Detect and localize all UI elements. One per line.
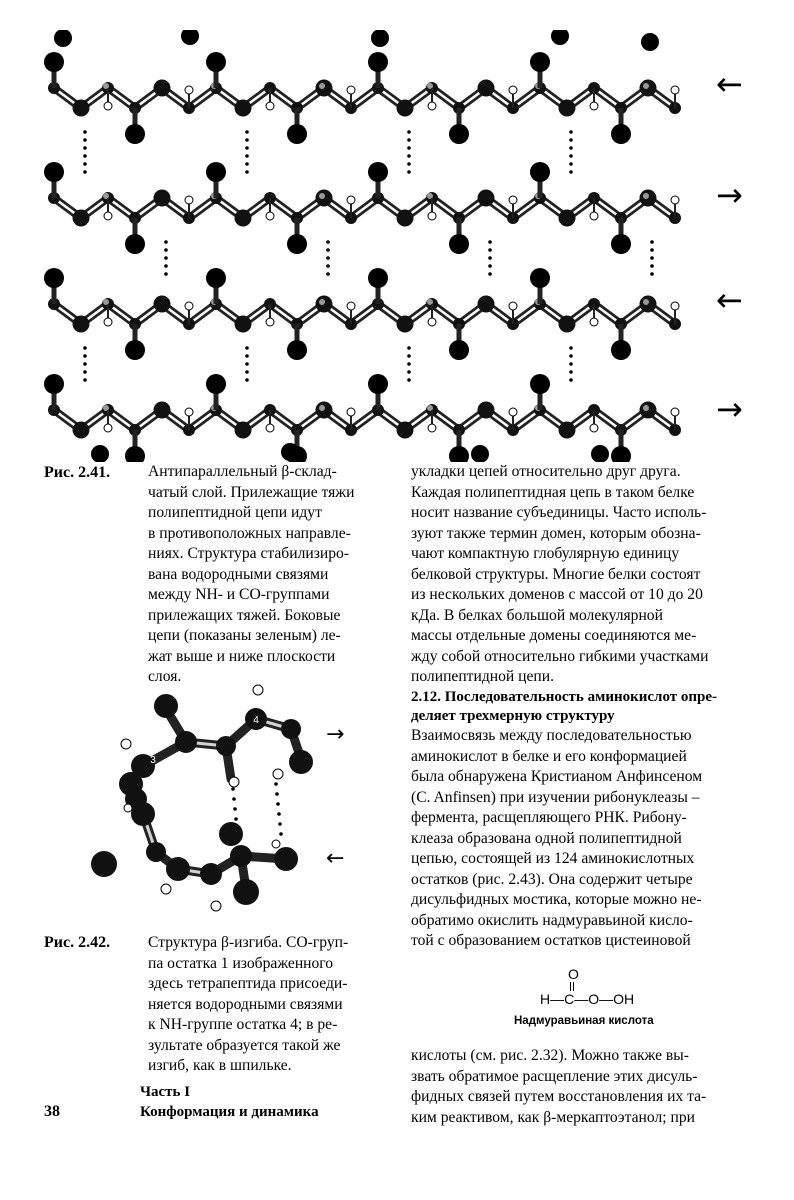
residue-label-3: 3: [150, 755, 156, 766]
paragraph-subunits: [411, 462, 763, 688]
caption-line: вана водородными связями: [148, 565, 329, 583]
running-footer-part: Часть I: [140, 1084, 191, 1100]
page-number: 38: [44, 1103, 60, 1120]
caption-line: полипептидной цепи идут: [148, 504, 322, 521]
section-heading-2-12: [411, 688, 763, 726]
text-line: дисульфидных мостика, которые можно не-: [411, 891, 702, 908]
caption-line: Структура β-изгиба. CO-груп-: [148, 934, 349, 951]
text-line: была обнаружена Кристианом Анфинсеном: [411, 768, 703, 785]
text-line: клеаза образована одной полипептидной: [411, 829, 682, 847]
text-line: цепью, состоящей из 124 аминокислотных: [411, 850, 695, 867]
figure-2-41-caption: [148, 462, 390, 688]
text-line: зуют также термин домен, которым обозна-: [411, 524, 701, 542]
caption-line: чатый слой. Прилежащие тяжи: [148, 483, 355, 501]
figure-2-42-label: Рис. 2.42.: [44, 934, 111, 951]
heading-line: деляет трехмерную структуру: [411, 708, 615, 724]
text-line: обратимо окислить надмуравьиной кисло-: [411, 911, 693, 929]
residue-label-4: 4: [253, 715, 259, 726]
text-line: носит название субъединицы. Часто исполь-: [411, 504, 707, 521]
caption-line: ниях. Структура стабилизиро-: [148, 545, 349, 562]
running-footer-title: Конформация и динамика: [140, 1104, 319, 1120]
performic-acid-caption: Надмуравьиная кислота: [514, 1015, 654, 1027]
paragraph-mercaptoethanol: [411, 1046, 763, 1128]
text-line: полипептидной цепи.: [411, 668, 555, 685]
text-line: Каждая полипептидная цепь в таком белке: [411, 483, 695, 501]
residue-label-1: 1: [249, 841, 255, 852]
text-line: (C. Anfinsen) при изучении рибонуклеазы –: [411, 788, 700, 806]
caption-line: няется водородными связями: [148, 995, 343, 1013]
caption-line: жат выше и ниже плоскости: [148, 647, 336, 665]
residue-label-2: 2: [140, 841, 146, 852]
beta-turn-figure: [86, 684, 326, 924]
strand-direction-arrow-4: →: [716, 390, 743, 428]
caption-line: слоя.: [148, 668, 182, 685]
text-line: чают компактную глобулярную единицу: [411, 545, 680, 562]
text-line: жду собой относительно гибкими участками: [411, 647, 709, 665]
performic-acid-formula: H—C—O—OH: [540, 991, 635, 1007]
turn-arrow-left: ←: [326, 846, 345, 871]
caption-line: прилежащих тяжей. Боковые: [148, 606, 341, 624]
text-line: белковой структуры. Многие белки состоят: [411, 565, 701, 583]
strand-direction-arrow-2: →: [716, 176, 743, 214]
caption-line: к NH-группе остатка 4; в ре-: [148, 1016, 338, 1033]
strand-direction-arrow-3: ←: [716, 281, 743, 319]
caption-line: Антипараллельный β-склад-: [148, 463, 337, 480]
turn-arrow-right: →: [326, 722, 345, 747]
text-line: фидных связей путем восстановления их та-: [411, 1088, 707, 1105]
formula-double-bond: [570, 982, 574, 991]
beta-sheet-strands: [44, 30, 681, 462]
text-line: остатков (рис. 2.43). Она содержит четыре: [411, 870, 693, 888]
caption-line: между NH- и CO-группами: [148, 586, 330, 603]
caption-line: здесь тетрапептида присоеди-: [148, 975, 348, 992]
text-line: из нескольких доменов с массой от 10 до 20: [411, 586, 703, 603]
caption-line: изгиб, как в шпильке.: [148, 1057, 292, 1074]
text-line: массы отдельные домены соединяются ме-: [411, 627, 697, 644]
text-line: звать обратимое расщепление этих дисуль-: [411, 1067, 698, 1085]
caption-line: цепи (показаны зеленым) ле-: [148, 627, 341, 644]
text-line: ким реактивом, как β-меркаптоэтанол; при: [411, 1108, 695, 1126]
strand-direction-arrow-1: ←: [716, 65, 743, 103]
paragraph-anfinsen: [411, 726, 763, 952]
text-line: аминокислот в белке и его конформацией: [411, 747, 687, 765]
text-line: фермента, расщепляющего РНК. Рибону-: [411, 809, 687, 826]
heading-line: 2.12. Последовательность аминокислот опре-: [411, 689, 718, 705]
formula-oxygen: O: [568, 966, 579, 982]
text-line: Взаимосвязь между последовательностью: [411, 727, 692, 744]
caption-line: па остатка 1 изображенного: [148, 954, 334, 972]
figure-2-42-caption: [148, 933, 390, 1077]
text-line: той с образованием остатков цистеиновой: [411, 932, 691, 949]
text-line: укладки цепей относительно друг друга.: [411, 463, 681, 480]
beta-sheet-figure: [40, 30, 710, 462]
figure-2-41-label: Рис. 2.41.: [44, 464, 111, 481]
caption-line: зультате образуется такой же: [148, 1036, 341, 1054]
text-line: кислоты (см. рис. 2.32). Можно также вы-: [411, 1047, 689, 1064]
text-line: кДа. В белках большой молекулярной: [411, 606, 663, 624]
caption-line: в противоположных направле-: [148, 524, 351, 542]
